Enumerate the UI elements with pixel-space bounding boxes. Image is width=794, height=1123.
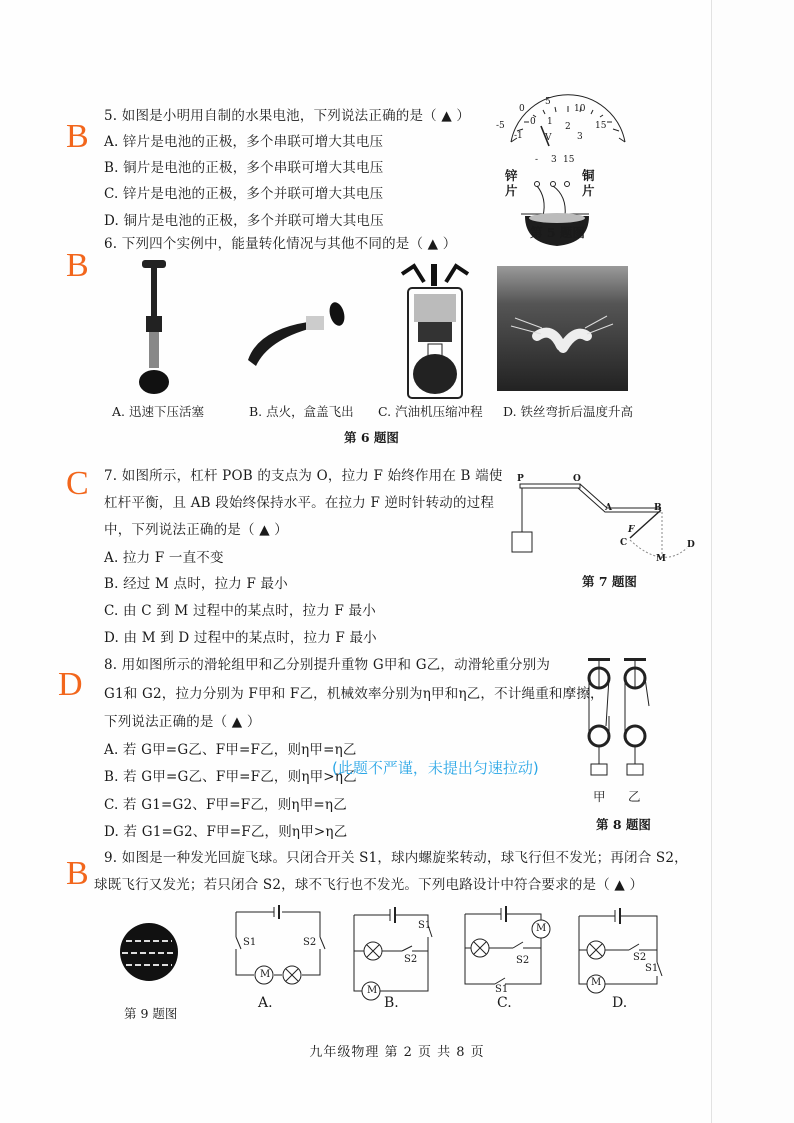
point-d: D <box>687 540 695 550</box>
pulley-systems-icon <box>586 656 666 796</box>
q7-figure-caption: 第 7 题图 <box>582 574 637 589</box>
gasoline-engine-compression-icon <box>400 262 470 402</box>
q6-label-a: A. 迅速下压活塞 <box>112 404 204 419</box>
q7-option-b: B. 经过 M 点时，拉力 F 最小 <box>104 576 288 592</box>
copper-label: 铜片 <box>582 168 595 198</box>
circuit-c-motor: M <box>536 923 547 934</box>
unit-v: V <box>545 133 552 143</box>
circuit-c-label: C. <box>497 995 512 1011</box>
scale-bottom-2: 2 <box>565 122 571 132</box>
point-b: B <box>654 503 662 513</box>
circuit-c-s2: S2 <box>516 955 530 966</box>
circuit-d-motor: M <box>591 977 602 988</box>
q7-stem-line2: 杠杆平衡，且 AB 段始终保持水平。在拉力 F 逆时针转动的过程 <box>104 495 495 511</box>
circuit-b-s1: S1 <box>418 920 432 931</box>
q5-option-b: B. 铜片是电池的正极，多个串联可增大其电压 <box>104 160 384 176</box>
scale-bottom-3: 3 <box>577 132 583 142</box>
handwritten-answer-q8: D <box>58 666 83 703</box>
q9-figure-caption: 第 9 题图 <box>124 1006 178 1021</box>
circuit-d-s1: S1 <box>645 963 659 974</box>
terminal-15: 15 <box>563 155 575 165</box>
circuit-c-s1: S1 <box>495 984 509 995</box>
q5-stem: 5. 如图是小明用自制的水果电池，下列说法正确的是（ ▲ ） <box>104 108 471 124</box>
circuit-b-motor: M <box>367 985 378 996</box>
q8-option-c: C. 若 G1=G2、F甲=F乙，则η甲=η乙 <box>104 797 347 813</box>
ignition-box-lid-icon <box>238 300 348 380</box>
q7-stem-line1: 7. 如图所示，杠杆 POB 的支点为 O，拉力 F 始终作用在 B 端使 <box>104 468 503 484</box>
circuit-a-s1: S1 <box>243 937 257 948</box>
terminal-neg: - <box>535 155 539 165</box>
q6-label-c: C. 汽油机压缩冲程 <box>378 404 483 419</box>
circuit-b-s2: S2 <box>404 954 418 965</box>
scale-top-10: 10 <box>574 104 586 114</box>
flying-ball-icon <box>118 921 180 983</box>
circuit-b-label: B. <box>384 995 399 1011</box>
scale-bottom-neg1: -1 <box>514 131 523 141</box>
q8-stem-line1: 8. 用如图所示的滑轮组甲和乙分别提升重物 G甲和 G乙，动滑轮重分别为 <box>104 657 551 673</box>
q5-option-c: C. 锌片是电池的正极，多个并联可增大其电压 <box>104 186 384 202</box>
scale-top-0: 0 <box>519 104 525 114</box>
zinc-label: 锌片 <box>505 168 518 198</box>
q5-figure-caption: 第 5 题图 <box>530 225 585 240</box>
point-m: M <box>656 554 666 564</box>
q6-label-d: D. 铁丝弯折后温度升高 <box>503 404 634 419</box>
teacher-note: (此题不严谨，未提出匀速拉动) <box>332 759 539 777</box>
q9-stem-line2: 球既飞行又发光；若只闭合 S2，球不飞行也不发光。下列电路设计中符合要求的是（ ▲ ） <box>94 877 644 893</box>
scale-bottom-1: 1 <box>547 117 553 127</box>
q8-option-d: D. 若 G1=G2、F甲=F乙，则η甲>η乙 <box>104 824 348 840</box>
point-c: C <box>620 538 628 548</box>
handwritten-answer-q9: B <box>66 855 89 892</box>
q7-option-a: A. 拉力 F 一直不变 <box>104 550 224 566</box>
page-edge-line <box>711 0 712 1123</box>
lever-diagram-icon <box>505 470 695 580</box>
q9-stem-line1: 9. 如图是一种发光回旋飞球。只闭合开关 S1，球内螺旋桨转动，球飞行但不发光；再闭合 S2， <box>104 850 688 866</box>
q8-figure-caption: 第 8 题图 <box>596 817 651 832</box>
scale-top-15: 15 <box>595 121 607 131</box>
handwritten-answer-q7: C <box>66 465 89 502</box>
q5-option-a: A. 锌片是电池的正极，多个串联可增大其电压 <box>104 134 384 150</box>
scale-top-5: 5 <box>545 97 551 107</box>
circuit-a-label: A. <box>258 995 273 1011</box>
q8-option-a: A. 若 G甲=G乙、F甲=F乙，则η甲=η乙 <box>104 742 357 758</box>
circuit-d-label: D. <box>612 995 628 1011</box>
terminal-3: 3 <box>551 155 557 165</box>
force-f: F <box>628 525 635 535</box>
q8-stem-line3: 下列说法正确的是（ ▲ ） <box>104 714 261 730</box>
piston-air-compression-icon <box>134 258 174 398</box>
q6-stem: 6. 下列四个实例中，能量转化情况与其他不同的是（ ▲ ） <box>104 236 457 252</box>
point-a: A <box>605 503 612 513</box>
wire-bending-photo-icon <box>497 266 628 391</box>
pulley-label-yi: 乙 <box>628 789 641 804</box>
page-margin <box>712 0 794 1123</box>
q7-stem-line3: 中，下列说法正确的是（ ▲ ） <box>104 522 288 538</box>
q8-option-b: B. 若 G甲=G乙、F甲=F乙，则η甲>η乙 <box>104 769 357 785</box>
scale-bottom-0: 0 <box>530 117 536 127</box>
handwritten-answer-q6: B <box>66 247 89 284</box>
page-footer: 九年级物理 第 2 页 共 8 页 <box>309 1045 485 1060</box>
q6-label-b: B. 点火，盒盖飞出 <box>249 404 354 419</box>
q5-option-d: D. 铜片是电池的正极，多个并联可增大其电压 <box>104 213 384 229</box>
circuit-a-motor: M <box>260 969 271 980</box>
handwritten-answer-q5: B <box>66 118 89 155</box>
point-o: O <box>573 474 581 484</box>
pulley-label-jia: 甲 <box>593 789 606 804</box>
circuit-a-s2: S2 <box>303 937 317 948</box>
circuit-b-diagram-icon <box>352 907 432 987</box>
q6-figure-caption: 第 6 题图 <box>344 430 399 445</box>
circuit-c-diagram-icon <box>463 902 553 992</box>
scale-top-neg5: -5 <box>496 121 505 131</box>
circuit-d-s2: S2 <box>633 952 647 963</box>
point-p: P <box>517 474 524 484</box>
q7-option-d: D. 由 M 到 D 过程中的某点时，拉力 F 最小 <box>104 630 377 646</box>
q7-option-c: C. 由 C 到 M 过程中的某点时，拉力 F 最小 <box>104 603 376 619</box>
q8-stem-line2: G1和 G2，拉力分别为 F甲和 F乙，机械效率分别为η甲和η乙，不计绳重和摩擦， <box>104 686 604 702</box>
